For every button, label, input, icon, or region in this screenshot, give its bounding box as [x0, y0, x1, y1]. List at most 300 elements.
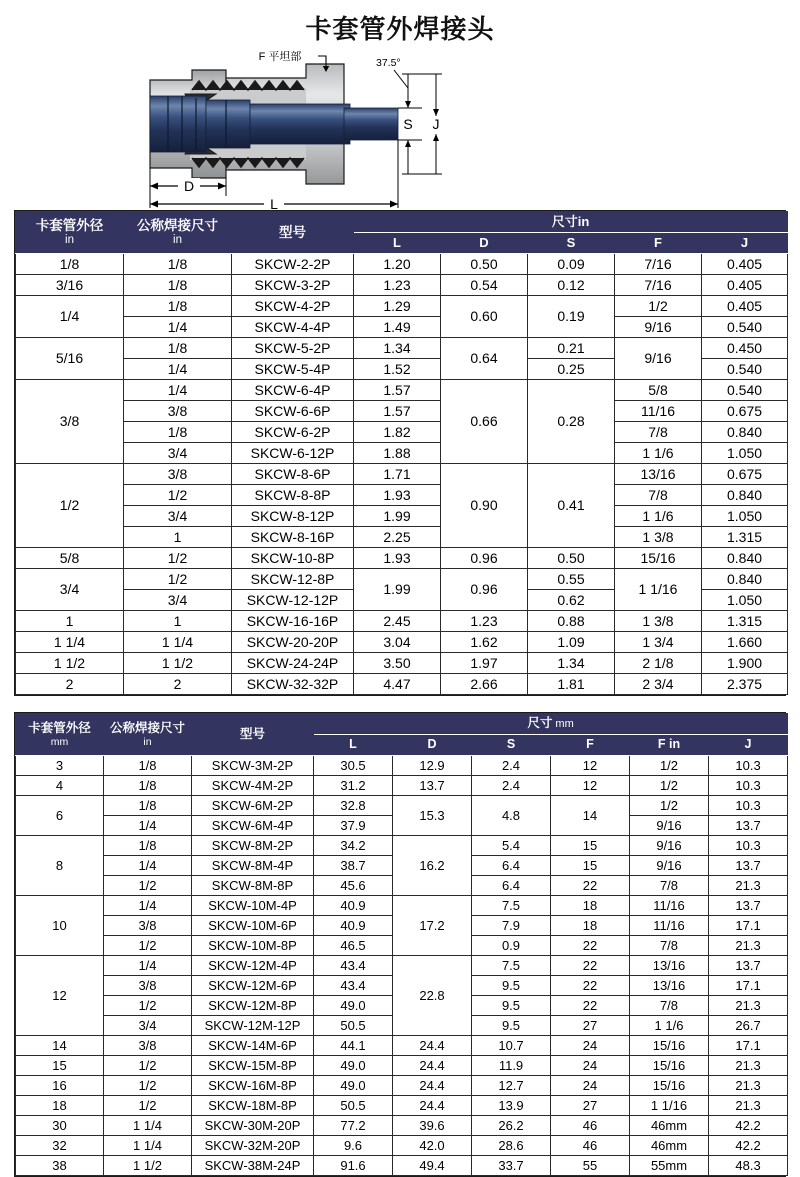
cell-S: 0.88 — [528, 611, 615, 632]
cell-weld-size: 1/2 — [124, 569, 232, 590]
table-row — [16, 1096, 788, 1116]
cell-model: SKCW-8-12P — [232, 506, 354, 527]
cell-weld-size: 1/8 — [104, 796, 192, 816]
cell-L: 1.93 — [354, 548, 441, 569]
cell-weld-size: 1 1/2 — [104, 1156, 192, 1176]
table-row — [16, 836, 788, 856]
cell-weld-size: 1/8 — [124, 296, 232, 317]
cell-model: SKCW-12M-8P — [192, 996, 314, 1016]
cell-J: 0.450 — [702, 338, 788, 359]
cell-weld-size: 1 1/4 — [104, 1136, 192, 1156]
cell-tube-od: 1/4 — [16, 296, 124, 338]
cell-F: 2 1/8 — [615, 653, 702, 674]
th-weld-size-mm: 公称焊接尺寸 in — [104, 714, 192, 756]
table-row — [16, 1116, 788, 1136]
cell-tube-od: 12 — [16, 956, 104, 1036]
cell-J: 13.7 — [709, 896, 788, 916]
cell-L: 91.6 — [314, 1156, 393, 1176]
cell-weld-size: 1/4 — [124, 380, 232, 401]
cell-weld-size: 3/8 — [124, 401, 232, 422]
cell-F: 12 — [551, 776, 630, 796]
cell-tube-od: 8 — [16, 836, 104, 896]
cell-tube-od: 6 — [16, 796, 104, 836]
cell-tube-od: 30 — [16, 1116, 104, 1136]
cell-weld-size: 1 1/4 — [104, 1116, 192, 1136]
cell-S: 2.4 — [472, 776, 551, 796]
th-L-mm: L — [314, 735, 393, 756]
cell-D: 0.64 — [441, 338, 528, 380]
table-row — [16, 254, 788, 275]
cell-L: 49.0 — [314, 1076, 393, 1096]
cell-model: SKCW-20-20P — [232, 632, 354, 653]
cell-model: SKCW-5-2P — [232, 338, 354, 359]
cell-L: 43.4 — [314, 956, 393, 976]
cell-F-in: 1/2 — [630, 776, 709, 796]
table-gap — [0, 696, 800, 712]
cell-L: 1.88 — [354, 443, 441, 464]
cell-model: SKCW-38M-24P — [192, 1156, 314, 1176]
cell-S: 10.7 — [472, 1036, 551, 1056]
cell-tube-od: 15 — [16, 1056, 104, 1076]
tube-bore — [250, 104, 350, 144]
table-row — [16, 443, 788, 464]
cell-tube-od: 1 1/4 — [16, 632, 124, 653]
cell-L: 2.45 — [354, 611, 441, 632]
th-F-inch: F — [615, 233, 702, 254]
cell-F: 14 — [551, 796, 630, 836]
th-dimensions-inch: 尺寸in — [354, 212, 788, 233]
cell-L: 30.5 — [314, 756, 393, 776]
cell-D: 0.96 — [441, 569, 528, 611]
cell-L: 40.9 — [314, 896, 393, 916]
cell-J: 10.3 — [709, 776, 788, 796]
cell-weld-size: 1/4 — [104, 956, 192, 976]
cell-weld-size: 1/8 — [104, 756, 192, 776]
cell-model: SKCW-10M-4P — [192, 896, 314, 916]
cell-model: SKCW-8-16P — [232, 527, 354, 548]
cell-tube-od: 3/8 — [16, 380, 124, 464]
cell-D: 15.3 — [393, 796, 472, 836]
cell-S: 26.2 — [472, 1116, 551, 1136]
cell-S: 0.25 — [528, 359, 615, 380]
cell-L: 50.5 — [314, 1016, 393, 1036]
cell-F-in: 11/16 — [630, 896, 709, 916]
cell-F-in: 9/16 — [630, 836, 709, 856]
cell-model: SKCW-8-8P — [232, 485, 354, 506]
cell-J: 10.3 — [709, 836, 788, 856]
cell-F-in: 15/16 — [630, 1036, 709, 1056]
cell-J: 48.3 — [709, 1156, 788, 1176]
th-model-inch: 型号 — [232, 212, 354, 254]
cell-F: 15/16 — [615, 548, 702, 569]
table-row — [16, 1156, 788, 1176]
th-S-mm: S — [472, 735, 551, 756]
th-D-inch: D — [441, 233, 528, 254]
cell-F: 22 — [551, 996, 630, 1016]
cell-weld-size: 3/8 — [104, 916, 192, 936]
cell-F-in: 46mm — [630, 1136, 709, 1156]
cell-L: 46.5 — [314, 936, 393, 956]
cell-L: 1.57 — [354, 380, 441, 401]
cell-weld-size: 1/8 — [124, 422, 232, 443]
cell-weld-size: 1/4 — [124, 317, 232, 338]
cell-F: 1 3/8 — [615, 527, 702, 548]
cell-model: SKCW-4-4P — [232, 317, 354, 338]
cell-F-in: 1/2 — [630, 756, 709, 776]
spec-table-mm — [15, 713, 788, 1176]
cell-model: SKCW-12M-12P — [192, 1016, 314, 1036]
table-row — [16, 1056, 788, 1076]
cell-L: 1.82 — [354, 422, 441, 443]
cell-F-in: 11/16 — [630, 916, 709, 936]
label-f-flat: F 平坦部 — [258, 51, 302, 63]
cell-J: 13.7 — [709, 956, 788, 976]
cell-model: SKCW-5-4P — [232, 359, 354, 380]
cell-weld-size: 1/2 — [104, 1096, 192, 1116]
cell-model: SKCW-24-24P — [232, 653, 354, 674]
cell-L: 43.4 — [314, 976, 393, 996]
cell-F: 22 — [551, 956, 630, 976]
table-row — [16, 1076, 788, 1096]
cell-D: 22.8 — [393, 956, 472, 1036]
cell-model: SKCW-16M-8P — [192, 1076, 314, 1096]
cell-L: 1.57 — [354, 401, 441, 422]
cell-S: 0.21 — [528, 338, 615, 359]
product-diagram — [0, 50, 800, 210]
cell-model: SKCW-8M-2P — [192, 836, 314, 856]
cell-F-in: 46mm — [630, 1116, 709, 1136]
cell-S: 0.50 — [528, 548, 615, 569]
label-s: S — [403, 116, 413, 132]
cell-L: 31.2 — [314, 776, 393, 796]
cell-F-in: 15/16 — [630, 1076, 709, 1096]
table-inch-head — [16, 212, 788, 254]
cell-model: SKCW-4M-2P — [192, 776, 314, 796]
cell-model: SKCW-2-2P — [232, 254, 354, 275]
label-d: D — [183, 178, 195, 194]
weld-end — [344, 108, 398, 140]
cell-D: 24.4 — [393, 1036, 472, 1056]
th-J-mm: J — [709, 735, 788, 756]
cell-J: 21.3 — [709, 1056, 788, 1076]
cell-F-in: 13/16 — [630, 976, 709, 996]
cell-F: 1 1/16 — [615, 569, 702, 611]
table-row — [16, 569, 788, 590]
cell-S: 9.5 — [472, 996, 551, 1016]
cell-tube-od: 18 — [16, 1096, 104, 1116]
s-arrow-bottom — [405, 140, 411, 147]
cell-tube-od: 5/8 — [16, 548, 124, 569]
cell-D: 1.62 — [441, 632, 528, 653]
fitting-cross-section-svg — [130, 50, 670, 210]
table-row — [16, 464, 788, 485]
cell-weld-size: 1 1/2 — [124, 653, 232, 674]
table-row — [16, 611, 788, 632]
cell-tube-od: 5/16 — [16, 338, 124, 380]
cell-L: 1.29 — [354, 296, 441, 317]
cell-D: 0.60 — [441, 296, 528, 338]
table-row — [16, 422, 788, 443]
cell-F-in: 1/2 — [630, 796, 709, 816]
cell-F: 13/16 — [615, 464, 702, 485]
table-inch-body — [16, 254, 788, 695]
cell-J: 1.900 — [702, 653, 788, 674]
th-J-inch: J — [702, 233, 788, 254]
table-row — [16, 338, 788, 359]
spec-table-mm-container — [14, 712, 786, 1177]
cell-S: 0.12 — [528, 275, 615, 296]
cell-L: 1.93 — [354, 485, 441, 506]
cell-model: SKCW-6-2P — [232, 422, 354, 443]
th-tube-od-mm: 卡套管外径 mm — [16, 714, 104, 756]
j-arrow-top — [433, 109, 439, 116]
cell-tube-od: 1/2 — [16, 464, 124, 548]
cell-L: 1.49 — [354, 317, 441, 338]
cell-S: 1.81 — [528, 674, 615, 695]
th-S-inch: S — [528, 233, 615, 254]
cell-F-in: 55mm — [630, 1156, 709, 1176]
cell-J: 26.7 — [709, 1016, 788, 1036]
label-angle: 37.5° — [376, 57, 401, 69]
cell-L: 1.99 — [354, 569, 441, 611]
cell-D: 0.96 — [441, 548, 528, 569]
cell-L: 32.8 — [314, 796, 393, 816]
cell-J: 21.3 — [709, 996, 788, 1016]
cell-F: 55 — [551, 1156, 630, 1176]
tube-stub — [150, 96, 206, 152]
th-F-in-mm: F in — [630, 735, 709, 756]
cell-F: 24 — [551, 1076, 630, 1096]
table-row — [16, 632, 788, 653]
cell-D: 12.9 — [393, 756, 472, 776]
cell-S: 28.6 — [472, 1136, 551, 1156]
table-mm-header-row-1 — [16, 714, 788, 735]
cell-L: 45.6 — [314, 876, 393, 896]
cell-weld-size: 1 — [124, 527, 232, 548]
cell-tube-od: 4 — [16, 776, 104, 796]
cell-D: 1.97 — [441, 653, 528, 674]
cell-F-in: 7/8 — [630, 996, 709, 1016]
cell-J: 0.540 — [702, 359, 788, 380]
cell-J: 21.3 — [709, 876, 788, 896]
cell-weld-size: 1/8 — [124, 338, 232, 359]
cell-L: 1.23 — [354, 275, 441, 296]
cell-weld-size: 1/2 — [104, 1056, 192, 1076]
table-inch-header-row-1 — [16, 212, 788, 233]
cell-S: 1.34 — [528, 653, 615, 674]
cell-weld-size: 3/8 — [104, 976, 192, 996]
table-row — [16, 380, 788, 401]
cell-F-in: 9/16 — [630, 856, 709, 876]
cell-model: SKCW-14M-6P — [192, 1036, 314, 1056]
cell-L: 1.71 — [354, 464, 441, 485]
cell-tube-od: 1 — [16, 611, 124, 632]
th-weld-size-inch: 公称焊接尺寸 in — [124, 212, 232, 254]
table-row — [16, 756, 788, 776]
table-row — [16, 796, 788, 816]
cell-model: SKCW-6M-2P — [192, 796, 314, 816]
cell-F-in: 9/16 — [630, 816, 709, 836]
cell-tube-od: 3/16 — [16, 275, 124, 296]
cell-D: 0.54 — [441, 275, 528, 296]
cell-F: 1 1/6 — [615, 506, 702, 527]
cell-L: 38.7 — [314, 856, 393, 876]
cell-model: SKCW-6-6P — [232, 401, 354, 422]
cell-J: 17.1 — [709, 916, 788, 936]
cell-F: 2 3/4 — [615, 674, 702, 695]
spec-table-inch-container — [14, 210, 786, 696]
cell-model: SKCW-12-12P — [232, 590, 354, 611]
table-row — [16, 527, 788, 548]
th-model-mm: 型号 — [192, 714, 314, 756]
table-row — [16, 674, 788, 695]
cell-tube-od: 3/4 — [16, 569, 124, 611]
cell-weld-size: 1 — [124, 611, 232, 632]
cell-tube-od: 32 — [16, 1136, 104, 1156]
cell-D: 24.4 — [393, 1056, 472, 1076]
cell-F-in: 7/8 — [630, 876, 709, 896]
cell-J: 0.840 — [702, 548, 788, 569]
cell-J: 0.840 — [702, 422, 788, 443]
page-title: 卡套管外焊接头 — [305, 14, 495, 44]
cell-F: 9/16 — [615, 338, 702, 380]
cell-weld-size: 3/4 — [104, 1016, 192, 1036]
cell-weld-size: 1/2 — [124, 548, 232, 569]
l-arrow-left — [150, 201, 158, 208]
cell-L: 40.9 — [314, 916, 393, 936]
cell-L: 9.6 — [314, 1136, 393, 1156]
th-dimensions-mm: 尺寸 mm — [314, 714, 788, 735]
cell-J: 17.1 — [709, 1036, 788, 1056]
cell-L: 50.5 — [314, 1096, 393, 1116]
cell-tube-od: 14 — [16, 1036, 104, 1056]
cell-J: 2.375 — [702, 674, 788, 695]
cell-D: 0.90 — [441, 464, 528, 548]
cell-J: 0.840 — [702, 569, 788, 590]
cell-weld-size: 1/2 — [104, 1076, 192, 1096]
cell-S: 11.9 — [472, 1056, 551, 1076]
cell-weld-size: 3/4 — [124, 506, 232, 527]
cell-D: 24.4 — [393, 1076, 472, 1096]
table-row — [16, 653, 788, 674]
cell-F-in: 7/8 — [630, 936, 709, 956]
label-l: L — [270, 196, 278, 210]
cell-J: 21.3 — [709, 1076, 788, 1096]
cell-F: 9/16 — [615, 317, 702, 338]
cell-F-in: 15/16 — [630, 1056, 709, 1076]
cell-weld-size: 1/4 — [124, 359, 232, 380]
cell-F: 7/8 — [615, 485, 702, 506]
table-mm-body — [16, 756, 788, 1176]
cell-model: SKCW-10-8P — [232, 548, 354, 569]
cell-J: 1.050 — [702, 443, 788, 464]
cell-weld-size: 1/8 — [124, 254, 232, 275]
cell-D: 0.66 — [441, 380, 528, 464]
cell-weld-size: 2 — [124, 674, 232, 695]
cell-weld-size: 1/8 — [124, 275, 232, 296]
cell-F: 12 — [551, 756, 630, 776]
cell-model: SKCW-6-12P — [232, 443, 354, 464]
cell-weld-size: 1/2 — [104, 876, 192, 896]
cell-model: SKCW-8M-4P — [192, 856, 314, 876]
cell-F: 7/16 — [615, 275, 702, 296]
cell-S: 0.55 — [528, 569, 615, 590]
cell-weld-size: 3/8 — [104, 1036, 192, 1056]
label-j: J — [432, 116, 440, 132]
table-row — [16, 506, 788, 527]
cell-S: 4.8 — [472, 796, 551, 836]
cell-D: 16.2 — [393, 836, 472, 896]
cell-tube-od: 3 — [16, 756, 104, 776]
cell-F-in: 1 1/16 — [630, 1096, 709, 1116]
cell-J: 1.050 — [702, 590, 788, 611]
cell-J: 0.675 — [702, 401, 788, 422]
cell-F: 18 — [551, 896, 630, 916]
cell-model: SKCW-3M-2P — [192, 756, 314, 776]
cell-weld-size: 3/4 — [124, 590, 232, 611]
cell-model: SKCW-32M-20P — [192, 1136, 314, 1156]
cell-S: 0.9 — [472, 936, 551, 956]
th-tube-od-inch: 卡套管外径 in — [16, 212, 124, 254]
cell-F-in: 1 1/6 — [630, 1016, 709, 1036]
th-F-mm: F — [551, 735, 630, 756]
cell-J: 0.540 — [702, 317, 788, 338]
cell-S: 0.19 — [528, 296, 615, 338]
cell-model: SKCW-8M-8P — [192, 876, 314, 896]
cell-tube-od: 1 1/2 — [16, 653, 124, 674]
cell-F: 15 — [551, 856, 630, 876]
cell-L: 49.0 — [314, 996, 393, 1016]
cell-J: 1.315 — [702, 611, 788, 632]
cell-J: 17.1 — [709, 976, 788, 996]
cell-F: 22 — [551, 976, 630, 996]
cell-S: 7.9 — [472, 916, 551, 936]
table-row — [16, 548, 788, 569]
cell-weld-size: 1/8 — [104, 836, 192, 856]
table-row — [16, 1136, 788, 1156]
cell-J: 0.405 — [702, 275, 788, 296]
spec-table-inch — [15, 211, 788, 695]
angle-leader — [394, 70, 408, 88]
cell-model: SKCW-6-4P — [232, 380, 354, 401]
cell-L: 1.34 — [354, 338, 441, 359]
cell-S: 33.7 — [472, 1156, 551, 1176]
cell-model: SKCW-12-8P — [232, 569, 354, 590]
cell-J: 42.2 — [709, 1116, 788, 1136]
cell-L: 49.0 — [314, 1056, 393, 1076]
cell-J: 0.540 — [702, 380, 788, 401]
cell-J: 0.675 — [702, 464, 788, 485]
cell-weld-size: 1 1/4 — [124, 632, 232, 653]
cell-D: 24.4 — [393, 1096, 472, 1116]
cell-F: 22 — [551, 876, 630, 896]
cell-D: 1.23 — [441, 611, 528, 632]
cell-S: 0.28 — [528, 380, 615, 464]
cell-model: SKCW-30M-20P — [192, 1116, 314, 1136]
cell-S: 12.7 — [472, 1076, 551, 1096]
cell-weld-size: 1/4 — [104, 816, 192, 836]
cell-J: 42.2 — [709, 1136, 788, 1156]
cell-J: 0.405 — [702, 254, 788, 275]
cell-model: SKCW-16-16P — [232, 611, 354, 632]
cell-weld-size: 1/2 — [124, 485, 232, 506]
cell-weld-size: 3/4 — [124, 443, 232, 464]
d-arrow-right — [218, 183, 226, 190]
cell-weld-size: 1/8 — [104, 776, 192, 796]
cell-weld-size: 1/2 — [104, 936, 192, 956]
cell-J: 1.660 — [702, 632, 788, 653]
cell-tube-od: 2 — [16, 674, 124, 695]
